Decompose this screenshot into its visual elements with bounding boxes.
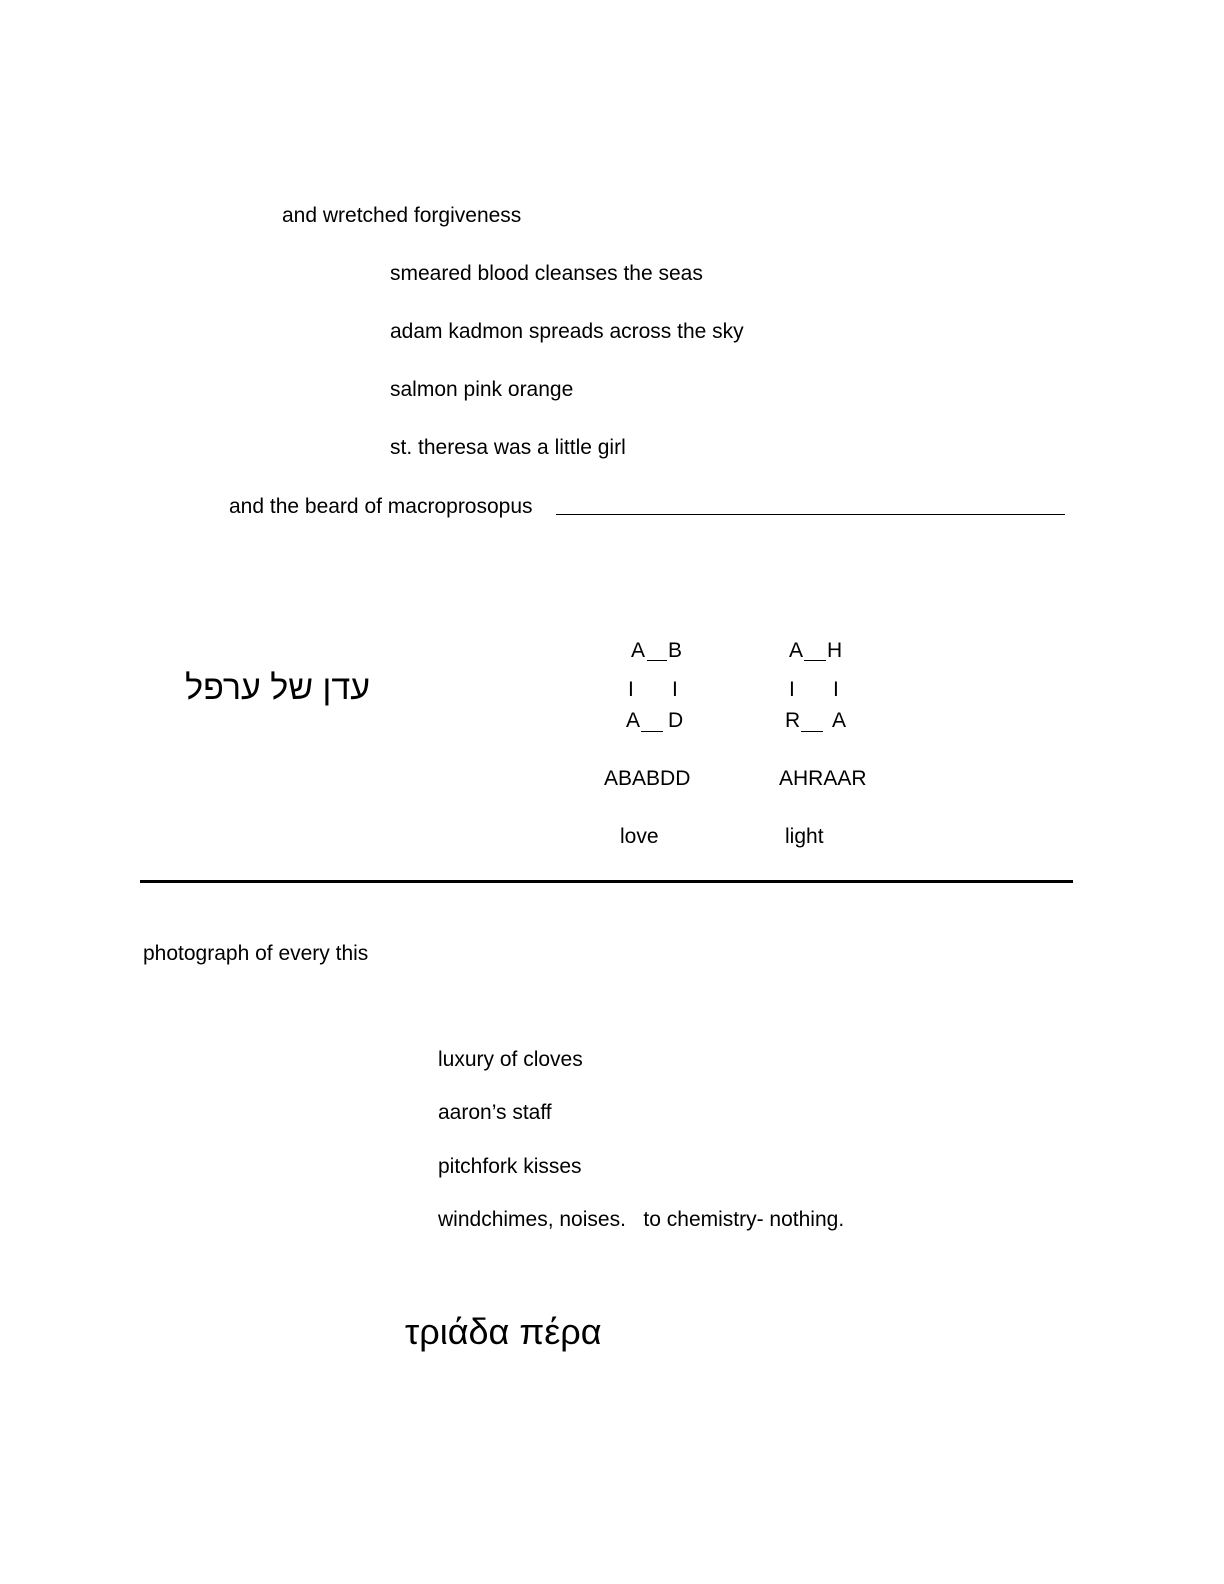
diagram-edge: I: [789, 678, 795, 701]
diagram-edge: I: [672, 678, 678, 701]
diagram-node: A: [832, 709, 847, 732]
diagram-edge: I: [628, 678, 634, 701]
poem-line: and wretched forgiveness: [282, 204, 522, 227]
diagram-word: light: [785, 825, 824, 848]
diagram-edge: [801, 731, 823, 732]
poem-line: and the beard of macroprosopus: [229, 495, 533, 518]
diagram-node: A: [789, 639, 804, 662]
poem-line: smeared blood cleanses the seas: [390, 262, 703, 285]
diagram-edge: [804, 660, 826, 661]
diagram-edge: [641, 731, 663, 732]
diagram-node: B: [668, 639, 683, 662]
diagram-node: H: [827, 639, 843, 662]
diagram-edge: I: [833, 678, 839, 701]
poem-line: pitchfork kisses: [438, 1155, 582, 1178]
diagram-node: R: [785, 709, 801, 732]
diagram-word: love: [620, 825, 659, 848]
diagram-code: ABABDD: [604, 767, 691, 790]
poem-heading: photograph of every this: [143, 942, 369, 965]
diagram-node: D: [668, 709, 684, 732]
poem-line: st. theresa was a little girl: [390, 436, 626, 459]
poem-line: luxury of cloves: [438, 1048, 583, 1071]
hebrew-title: עדן של ערפל: [185, 669, 370, 707]
diagram-node: A: [626, 709, 641, 732]
diagram-code: AHRAAR: [779, 767, 867, 790]
diagram-node: A: [631, 639, 646, 662]
section-divider: [140, 880, 1073, 883]
poem-line: salmon pink orange: [390, 378, 574, 401]
diagram-edge: [647, 660, 667, 661]
poem-line: aaron’s staff: [438, 1101, 552, 1124]
poem-line: adam kadmon spreads across the sky: [390, 320, 744, 343]
blank-line: [556, 514, 1065, 515]
greek-title: τριάδα πέρα: [405, 1311, 602, 1352]
poem-line: windchimes, noises. to chemistry- nothing.: [438, 1208, 845, 1231]
